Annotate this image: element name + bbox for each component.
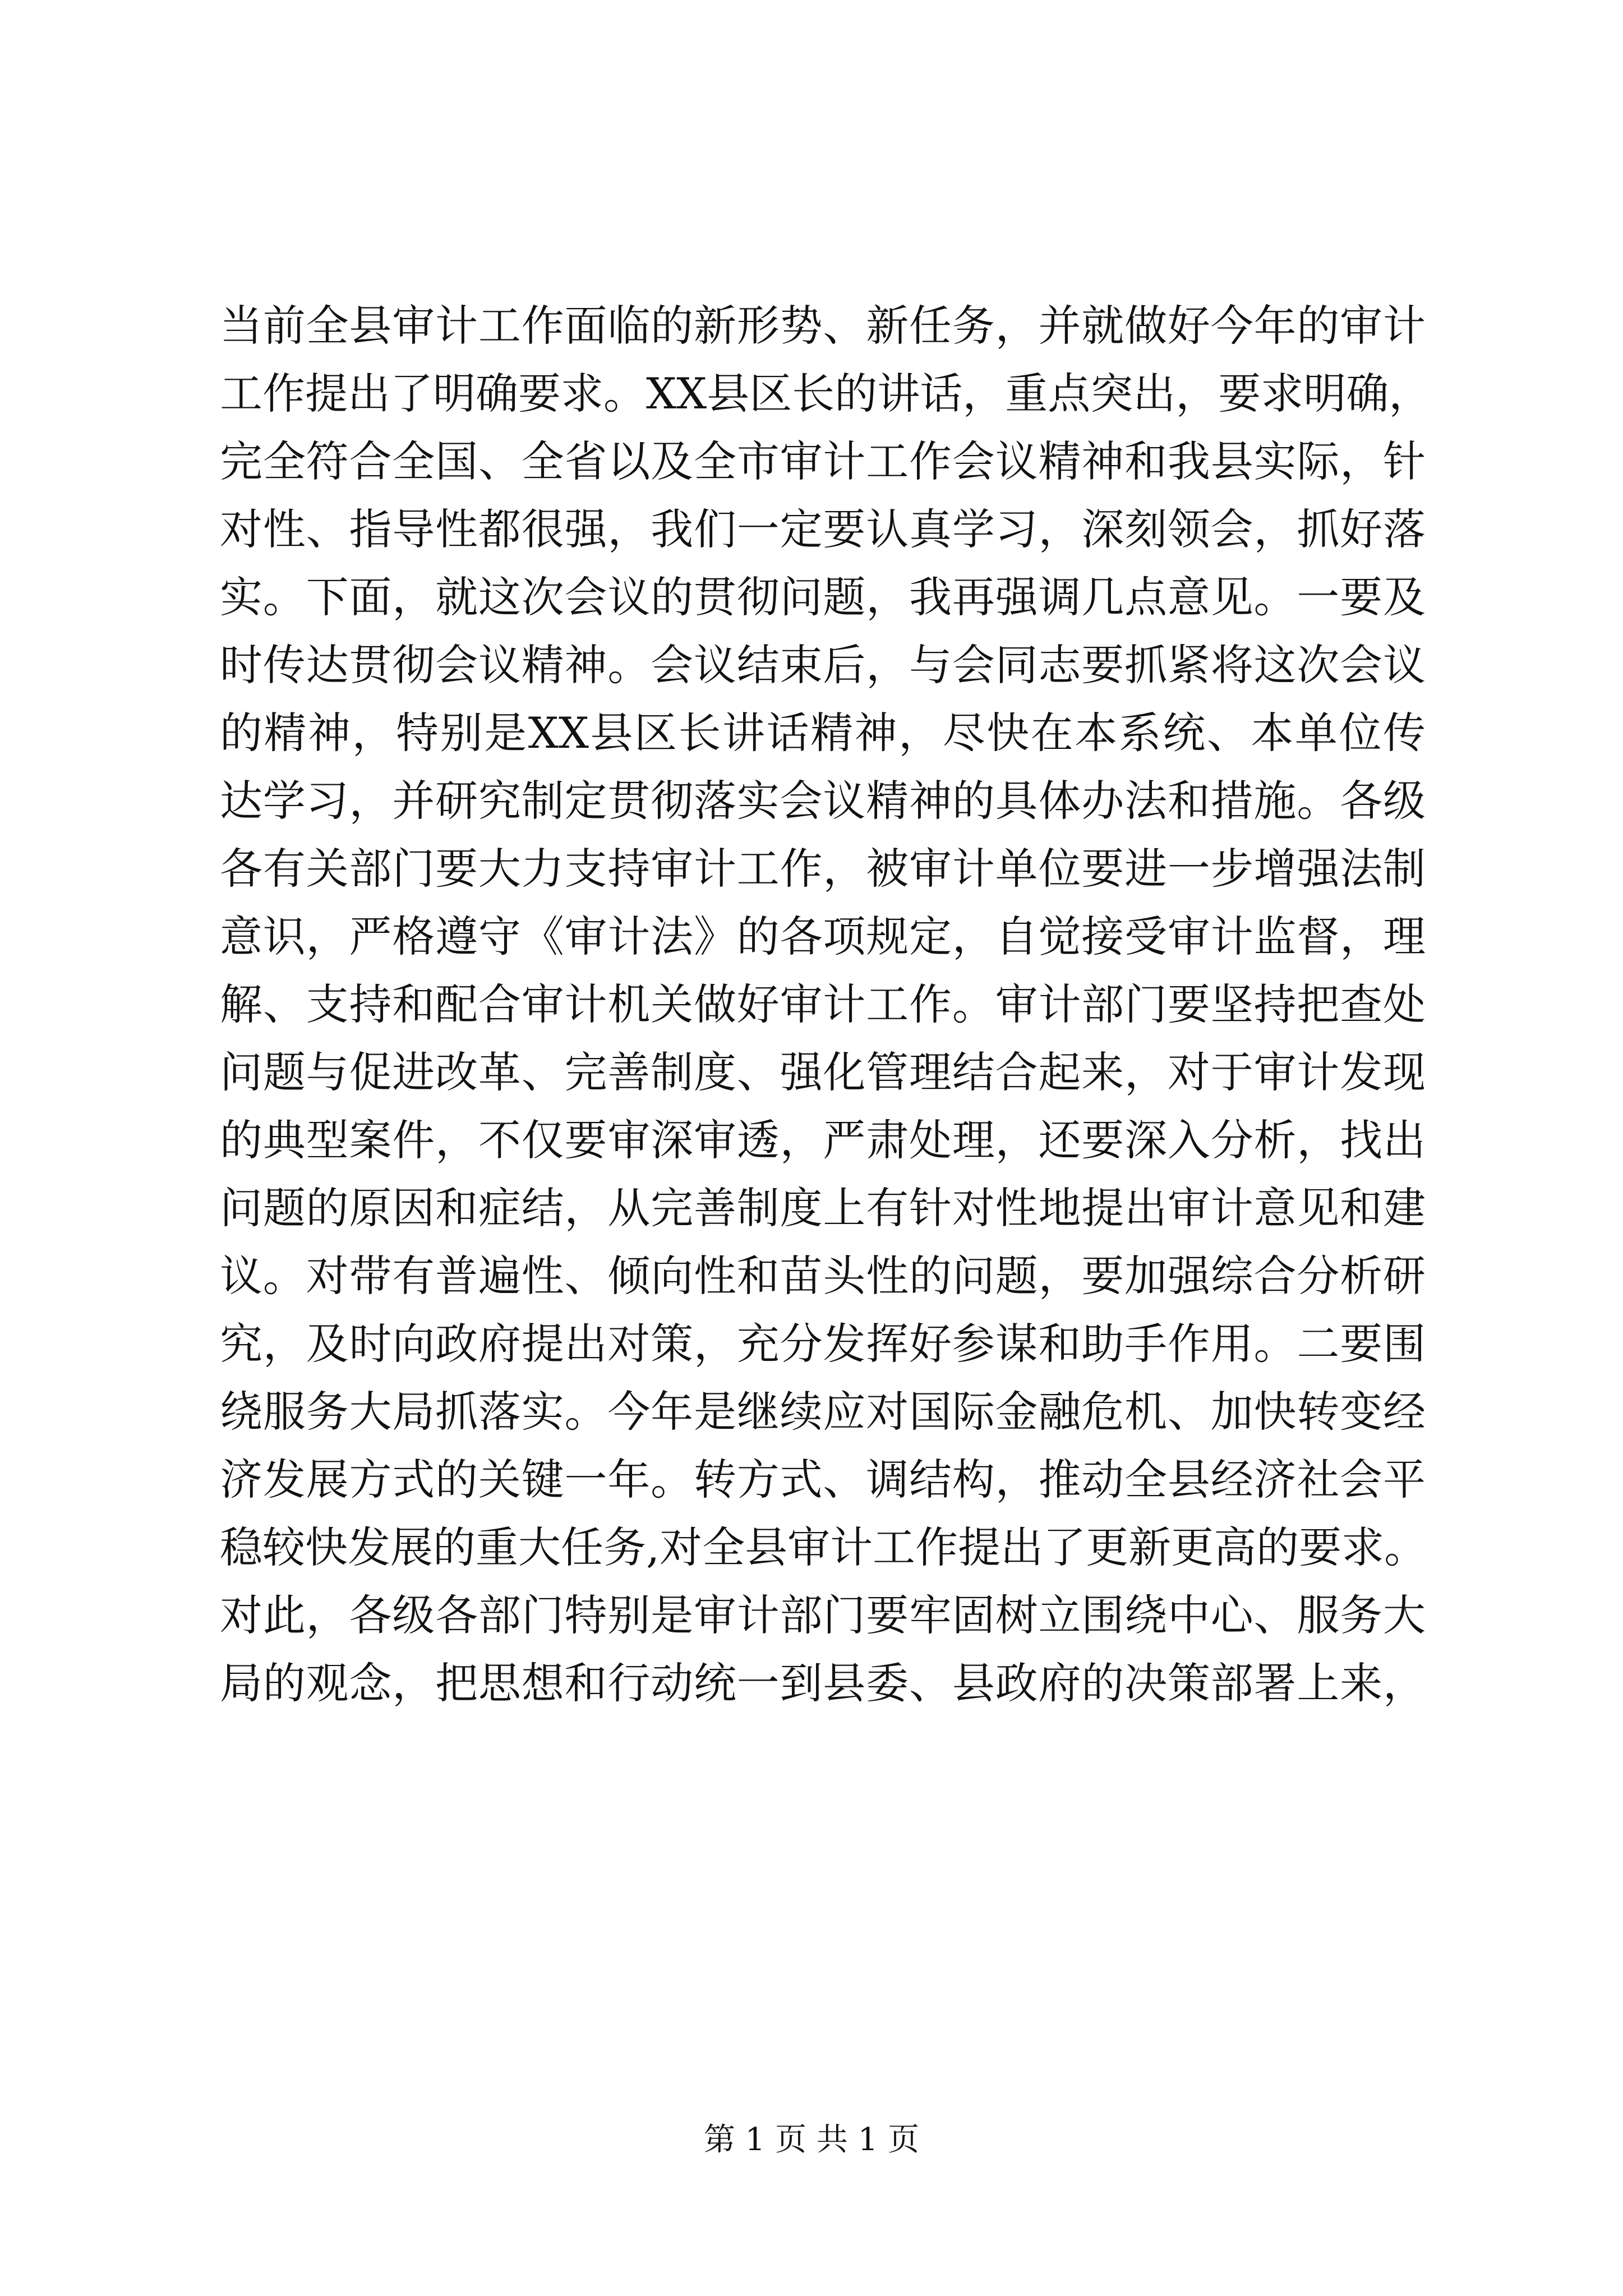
text-line: 议。对带有普遍性、倾向性和苗头性的问题，要加强综合分析研 (220, 1251, 1426, 1301)
page-number-footer: 第 1 页 共 1 页 (703, 2122, 920, 2158)
body-paragraph (220, 292, 1432, 1717)
text-line: 意识，严格遵守《审计法》的各项规定，自觉接受审计监督，理 (220, 912, 1426, 961)
text-line: 问题的原因和症结，从完善制度上有针对性地提出审计意见和建 (220, 1183, 1426, 1233)
text-line: 实。下面，就这次会议的贯彻问题，我再强调几点意见。一要及 (220, 572, 1426, 622)
text-line: 的精神，特别是XX县区长讲话精神，尽快在本系统、本单位传 (220, 708, 1426, 758)
text-line: 绕服务大局抓落实。今年是继续应对国际金融危机、加快转变经 (220, 1387, 1426, 1437)
text-line: 当前全县审计工作面临的新形势、新任务，并就做好今年的审计 (220, 301, 1426, 351)
text-line: 达学习，并研究制定贯彻落实会议精神的具体办法和措施。各级 (220, 776, 1426, 826)
text-line: 的典型案件，不仅要审深审透，严肃处理，还要深入分析，找出 (220, 1115, 1426, 1165)
text-line: 各有关部门要大力支持审计工作，被审计单位要进一步增强法制 (220, 844, 1426, 894)
text-line: 究，及时向政府提出对策，充分发挥好参谋和助手作用。二要围 (220, 1319, 1426, 1369)
text-line: 完全符合全国、全省以及全市审计工作会议精神和我县实际，针 (220, 436, 1426, 486)
text-line: 对性、指导性都很强，我们一定要认真学习，深刻领会，抓好落 (220, 504, 1426, 554)
text-line: 工作提出了明确要求。XX县区长的讲话，重点突出，要求明确， (220, 369, 1432, 418)
text-line: 时传达贯彻会议精神。会议结束后，与会同志要抓紧将这次会议 (220, 640, 1426, 690)
text-line: 局的观念，把思想和行动统一到县委、县政府的决策部署上来， (220, 1658, 1426, 1708)
text-line: 对此，各级各部门特别是审计部门要牢固树立围绕中心、服务大 (220, 1590, 1426, 1640)
text-line: 稳较快发展的重大任务,对全县审计工作提出了更新更高的要求。 (220, 1522, 1427, 1572)
text-line: 济发展方式的关键一年。转方式、调结构，推动全县经济社会平 (220, 1455, 1426, 1504)
text-line: 问题与促进改革、完善制度、强化管理结合起来，对于审计发现 (220, 1047, 1426, 1097)
text-line: 解、支持和配合审计机关做好审计工作。审计部门要坚持把查处 (220, 979, 1426, 1029)
